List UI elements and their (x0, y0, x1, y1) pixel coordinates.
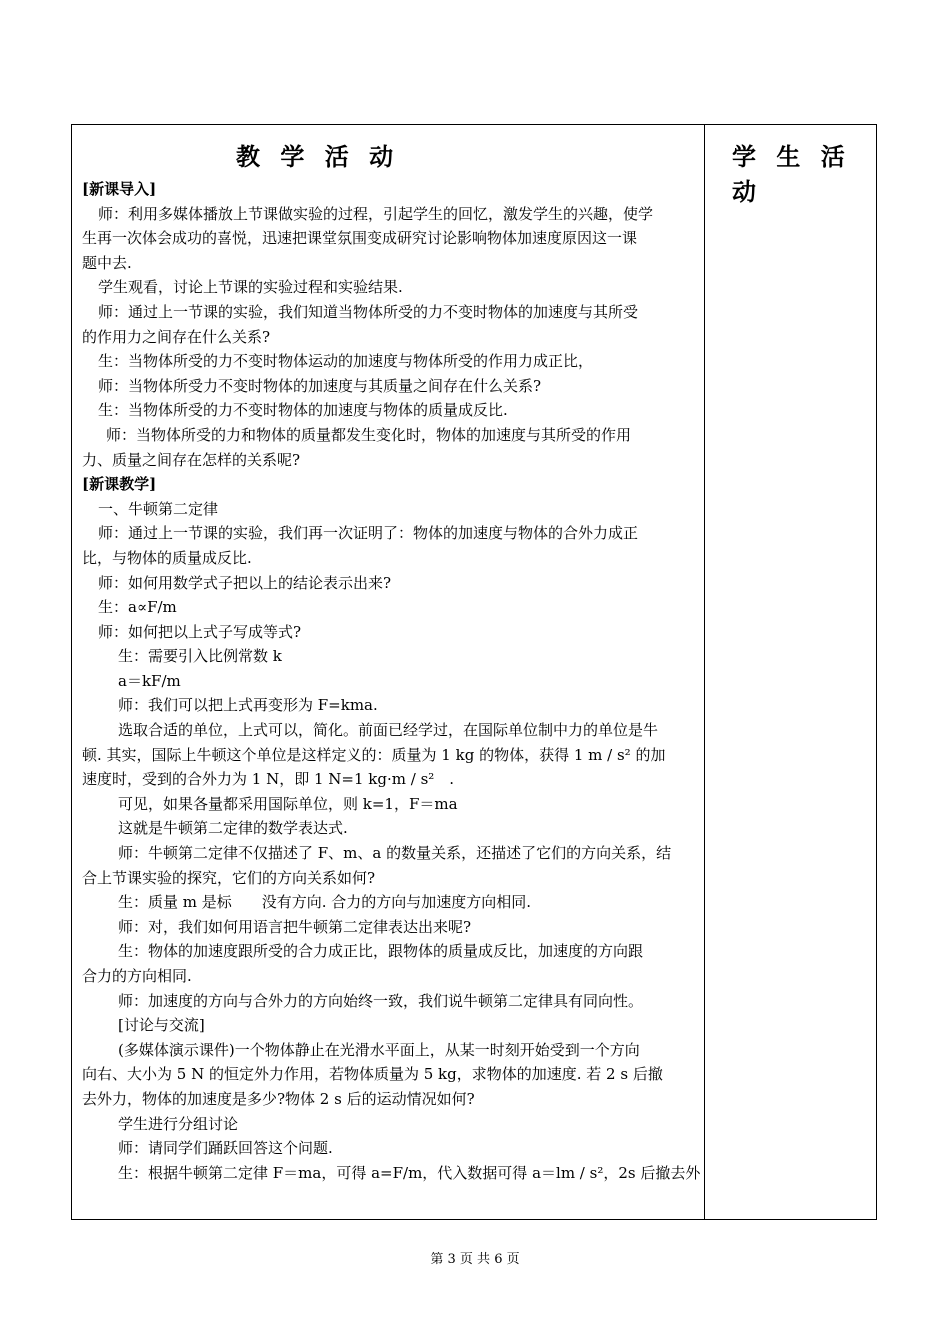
student-activity-header: 学 生 活 动 (732, 143, 851, 206)
text-line: [讨论与交流] (118, 1016, 205, 1035)
text-line: [新课导入] (82, 180, 157, 198)
text-line: 学生进行分组讨论 (118, 1114, 239, 1133)
text-line: 合力的方向相同. (82, 967, 192, 985)
text-line: 选取合适的单位，上式可以，简化。前面已经学过，在国际单位制中力的单位是牛 (118, 721, 659, 740)
text-line: 速度时，受到的合外力为 1 N，即 1 N=1 kg·m / s² . (82, 770, 455, 789)
text-line: 的作用力之间存在什么关系? (82, 327, 271, 346)
lesson-table (71, 124, 877, 1220)
page-footer: 第 3 页 共 6 页 (430, 1252, 520, 1267)
text-line: 生：当物体所受的力不变时物体运动的加速度与物体所受的作用力成正比， (98, 352, 594, 371)
text-line: a＝kF/m (118, 671, 181, 690)
text-line: 生：当物体所受的力不变时物体的加速度与物体的质量成反比. (98, 401, 508, 420)
text-line: 比，与物体的质量成反比. (82, 548, 252, 567)
text-line: 学生观看，讨论上节课的实验过程和实验结果. (98, 278, 403, 297)
text-line: 生再一次体会成功的喜悦，迅速把课堂氛围变成研究讨论影响物体加速度原因这一课 (82, 229, 638, 248)
column-divider (704, 125, 705, 1219)
text-line: 师：当物体所受力不变时物体的加速度与其质量之间存在什么关系? (98, 376, 542, 395)
text-line: 力、质量之间存在怎样的关系呢? (82, 450, 301, 469)
text-line: 师：如何把以上式子写成等式? (98, 622, 302, 641)
text-line: 这就是牛顿第二定律的数学表达式. (118, 819, 348, 838)
text-line: 师：通过上一节课的实验，我们知道当物体所受的力不变时物体的加速度与其所受 (98, 302, 639, 321)
teaching-activity-header: 教 学 活 动 (236, 143, 400, 171)
text-line: [新课教学] (82, 475, 157, 494)
text-line: 一、牛顿第二定律 (98, 499, 219, 518)
text-line: 师：利用多媒体播放上节课做实验的过程，引起学生的回忆，激发学生的兴趣，使学 (98, 204, 654, 223)
text-line: 去外力，物体的加速度是多少?物体 2 s 后的运动情况如何? (82, 1089, 475, 1108)
text-line: 顿. 其实，国际上牛顿这个单位是这样定义的：质量为 1 kg 的物体，获得 1 m / s² 的加 (82, 745, 666, 764)
text-line: 师：对，我们如何用语言把牛顿第二定律表达出来呢? (118, 917, 472, 936)
text-line: 生：质量 m 是标 没有方向. 合力的方向与加速度方向相同. (118, 893, 532, 912)
text-line: 师：当物体所受的力和物体的质量都发生变化时，物体的加速度与其所受的作用 (106, 425, 632, 444)
text-line: 师：牛顿第二定律不仅描述了 F、m、a 的数量关系，还描述了它们的方向关系，结 (118, 844, 672, 863)
text-line: 生：根据牛顿第二定律 F＝ma，可得 a=F/m，代入数据可得 a＝lm / s²，2s 后撤去外 (118, 1163, 701, 1182)
text-line: 师：我们可以把上式再变形为 F=kma. (118, 696, 378, 715)
text-line: 向右、大小为 5 N 的恒定外力作用，若物体质量为 5 kg，求物体的加速度. 若 2 s 后撤 (82, 1065, 663, 1084)
text-line: 师：请同学们踊跃回答这个问题. (118, 1139, 333, 1158)
text-line: 合上节课实验的探究，它们的方向关系如何? (82, 868, 376, 887)
teaching-content (82, 177, 701, 1185)
text-line: 生：需要引入比例常数 k (118, 647, 282, 666)
text-line: 师：加速度的方向与合外力的方向始终一致，我们说牛顿第二定律具有同向性。 (118, 991, 644, 1010)
text-line: 师：如何用数学式子把以上的结论表示出来? (98, 573, 392, 592)
text-line: 题中去. (82, 253, 132, 272)
text-line: 生：a∝F/m (98, 598, 177, 617)
text-line: 生：物体的加速度跟所受的合力成正比，跟物体的质量成反比，加速度的方向跟 (118, 942, 644, 961)
text-line: 师：通过上一节课的实验，我们再一次证明了：物体的加速度与物体的合外力成正 (98, 524, 639, 543)
text-line: 可见，如果各量都采用国际单位，则 k=1，F＝ma (118, 794, 458, 813)
text-line: (多媒体演示课件)一个物体静止在光滑水平面上，从某一时刻开始受到一个方向 (118, 1040, 640, 1059)
